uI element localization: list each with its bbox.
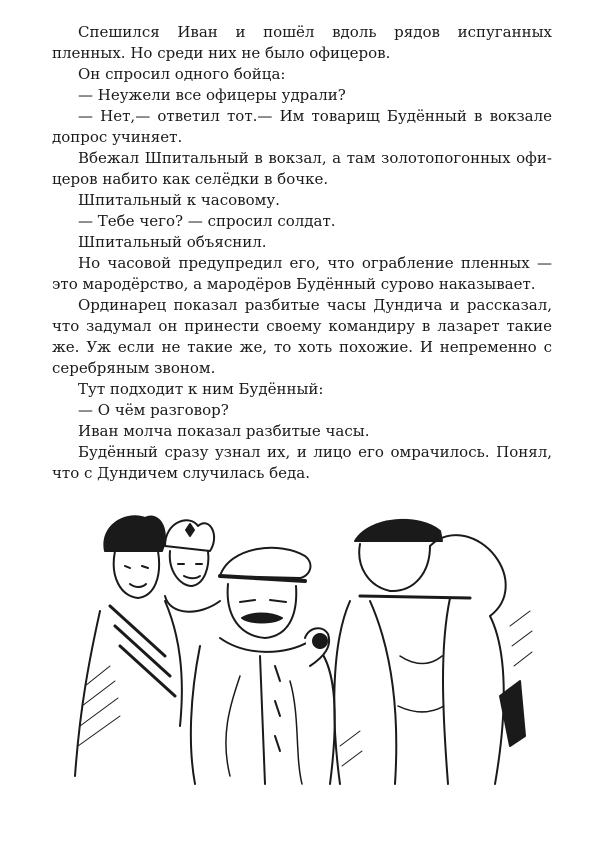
- paragraph: Шпитальный к часовому.: [78, 191, 280, 209]
- paragraph: Он спросил одного бойца:: [78, 65, 286, 83]
- paragraph: Будённый сразу узнал их, и лицо его омрачилось. Понял, что с Дундичем случилась беда.: [52, 443, 552, 482]
- soldier-budenovka-figure: [165, 520, 220, 611]
- paragraph: Шпитальный объяснил.: [78, 233, 267, 251]
- paragraph: Иван молча показал разбитые часы.: [78, 422, 370, 440]
- ordinary-back-figure: [334, 520, 525, 784]
- paragraph: Тут подходит к ним Будённый:: [78, 380, 324, 398]
- paragraph: Спешился Иван и пошёл вдоль рядов испуганных пленных. Но среди них не было офицеров.: [52, 23, 552, 62]
- ink-illustration: [70, 506, 540, 786]
- paragraph: — Тебе чего? — спросил солдат.: [78, 212, 336, 230]
- paragraph: Вбежал Шпитальный в вокзал, а там золотопогонных офицеров набито как селёдки в бочке.: [52, 149, 552, 188]
- commander-figure: [191, 548, 335, 784]
- paragraph: Ординарец показал разбитые часы Дундича и рассказал, что задумал он принести своему командиру в лазарет такие же. Уж если не такие же, то хоть похожие. И непременно с серебряным звоном.: [52, 296, 552, 377]
- paragraph: Но часовой предупредил его, что ограбление пленных — это мародёрство, а мародёров Будённый сурово наказывает.: [52, 254, 552, 293]
- paragraph: — О чём разговор?: [78, 401, 229, 419]
- paragraph: — Нет,— ответил тот.— Им товарищ Будённый в вокзале допрос учиняет.: [52, 107, 552, 146]
- story-text: [52, 22, 552, 484]
- shading-hatches: [78, 611, 532, 766]
- paragraph: — Неужели все офицеры удрали?: [78, 86, 346, 104]
